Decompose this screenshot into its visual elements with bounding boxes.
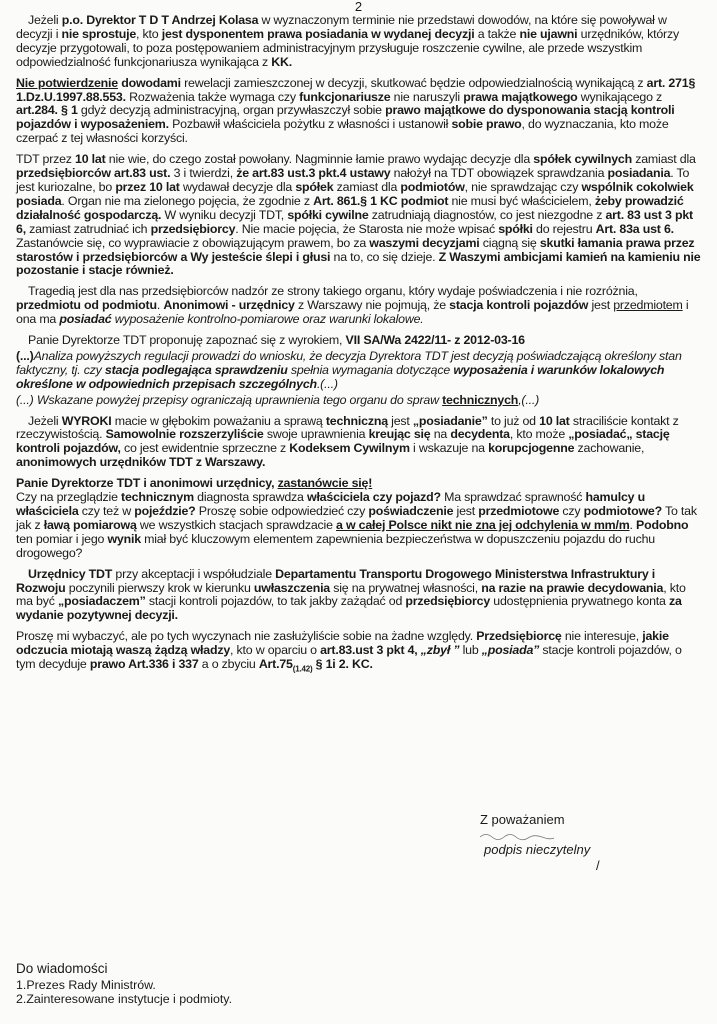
text-run: Nie potwierdzenie <box>16 75 118 90</box>
text-run: posiadać <box>59 312 112 327</box>
signature-tick: / <box>596 858 600 873</box>
text-run: To tak jak z <box>16 504 697 532</box>
text-run: TDT przez <box>16 152 76 167</box>
text-run: właściciela czy pojazd? <box>307 490 441 505</box>
text-run: przedsiębiorców art.83 ust. <box>16 166 171 181</box>
text-run: WYROKI <box>61 413 112 428</box>
text-run: wynik <box>107 531 141 546</box>
text-run: posiadania <box>607 166 671 181</box>
text-run: p.o. Dyrektor T D T Andrzej Kolasa <box>61 13 259 27</box>
text-run: czy <box>559 504 584 518</box>
text-run: Jeżeli <box>28 413 62 428</box>
text-run: spółki <box>498 221 533 236</box>
text-run: Art.75 <box>258 657 293 672</box>
paragraph <box>16 630 704 676</box>
text-run: 10 lat <box>539 413 570 428</box>
text-run: ten pomiar i jego <box>16 531 108 546</box>
paragraph <box>16 477 704 560</box>
text-run: jest <box>387 413 413 428</box>
text-run: z Warszawy nie pojmują, że <box>294 298 450 313</box>
cc-list <box>16 962 232 1006</box>
text-run: hamulcy u właściciela <box>16 490 645 518</box>
text-run: nie interesuje, <box>561 629 643 644</box>
text-run: gdyż decyzją administracyjną, organ przywłaszczył sobie <box>77 103 386 118</box>
text-run: Podobno <box>636 517 689 532</box>
text-run: anonimowych urzędników TDT z Warszawy. <box>16 455 266 470</box>
text-run: uwłaszczenia <box>253 580 330 595</box>
text-run: Art. 861.§ 1 KC podmiot <box>313 193 449 208</box>
text-run: , kto może <box>509 427 569 442</box>
text-run: prawo majątkowe do dysponowania stacją kontroli pojazdów i wyposażeniem. <box>16 103 675 132</box>
text-run: podmiotowe? <box>583 504 662 518</box>
paragraph <box>16 285 704 327</box>
text-run: art. 271§ 1.Dz.U.1997.88.553. <box>16 75 696 104</box>
text-run: i ona ma <box>16 298 689 327</box>
text-run: (1.42) <box>292 664 313 674</box>
cc-item: 1.Prezes Rady Ministrów. <box>16 978 156 992</box>
text-run: . <box>156 298 164 313</box>
text-run: art.284. § 1 <box>16 103 78 118</box>
letter-body <box>16 14 704 683</box>
text-run: przedsiębiorcy <box>150 221 236 236</box>
text-run: spółek cywilnych <box>533 152 632 167</box>
text-run: a w całej Polsce nikt nie zna jej odchylenia w mm/m <box>336 517 630 532</box>
text-run: jest <box>588 298 614 313</box>
text-run: Urzędnicy TDT <box>28 566 113 581</box>
text-run: technicznych <box>442 392 519 407</box>
text-run: że art.83 ust.3 pkt.4 ustawy <box>236 166 391 181</box>
text-run: W wyniku decyzji TDT, <box>161 207 288 222</box>
paragraph <box>16 153 704 278</box>
text-run: „zbył ” <box>420 643 460 658</box>
text-run: jest dysponentem prawa posiadania w wydanej decyzji <box>161 26 475 41</box>
text-run: spełnia wymagania dotyczące <box>287 362 454 377</box>
text-run: zamiast zatrudniać ich <box>25 221 151 236</box>
cc-item: 2.Zainteresowane instytucje i podmioty. <box>16 992 233 1006</box>
text-run: „posiadaczem” <box>57 594 146 609</box>
text-run: 10 lat <box>75 152 106 167</box>
text-run: lub <box>459 643 482 658</box>
text-run: na to, co się dzieje. <box>330 249 439 264</box>
text-run: . <box>629 517 637 532</box>
text-run: udostępnienia prywatnego konta <box>490 594 669 609</box>
text-run: prawa majątkowego <box>463 89 578 104</box>
text-run: przy akceptacji i współudziale <box>112 566 276 581</box>
text-run: . Organ nie ma zielonego pojęcia, że zgodnie z <box>61 193 314 208</box>
text-run: poświadczenie <box>368 504 454 518</box>
text-run: Proszę mi wybaczyć, ale po tych wyczynach nie zasłużyliście sobie na żadne względy. <box>16 629 477 644</box>
text-run: Anonimowi - urzędnicy <box>163 298 295 313</box>
text-run: przedmiotu od podmiotu <box>16 298 157 313</box>
text-run: stacji kontroli pojazdów, to tak jakby zażądać od <box>145 594 406 609</box>
text-run: nałożył na TDT obowiązek sprawdzania <box>390 166 608 181</box>
text-run: i wskazuje na <box>409 441 489 456</box>
text-run: Kodeksem Cywilnym <box>289 441 410 456</box>
text-run: zastanówcie się! <box>277 476 373 491</box>
text-run: we wszystkich stacjach sprawdzacie <box>136 517 337 532</box>
text-run: „posiadać„ stację kontroli pojazdów, <box>16 427 670 456</box>
text-run: wyposażenia i warunków lokalowych określone w odpowiednich przepisach szczególnych <box>16 362 665 391</box>
text-run: „posiada” <box>481 643 540 658</box>
text-run: przedmiotowe <box>478 504 560 518</box>
text-run: Samowolnie rozszerzyliście <box>105 427 264 442</box>
text-run: do rejestru <box>532 221 596 236</box>
text-run: , nie sprawdzając czy <box>464 179 582 194</box>
text-run: decydenta <box>450 427 510 442</box>
text-run: swoje uprawnienia <box>263 427 369 442</box>
text-run: rewelacji zamieszczonej w decyzji, skutkować będzie odpowiedzialnością wynikającą z <box>180 75 647 90</box>
text-run: żeby prowadzić działalność gospodarczą. <box>16 193 684 222</box>
text-run: co jest ewidentnie sprzeczne z <box>120 441 290 456</box>
text-run: sobie prawo <box>451 117 522 132</box>
text-run: § 1i 2. KC. <box>312 657 373 672</box>
text-run: (...) <box>16 348 34 363</box>
text-run: , kto ma być <box>16 580 686 609</box>
text-run: Przedsiębiorcę <box>476 629 562 644</box>
text-run: jakie odczucia miotają waszą żądzą władzy <box>16 629 669 658</box>
text-run: jest <box>453 504 479 518</box>
text-run: przedsiębiorcy <box>405 594 491 609</box>
text-run: , kto <box>136 26 162 41</box>
paragraph <box>16 350 704 392</box>
text-run: zachowanie, <box>574 441 645 456</box>
paragraph <box>16 568 704 624</box>
paragraph <box>16 394 704 408</box>
text-run: wspólnik cokolwiek posiada <box>16 179 694 208</box>
text-run: kreując się <box>368 427 431 442</box>
text-run: „posiadanie” <box>412 413 488 428</box>
text-run: dowodami <box>121 75 181 90</box>
closing-salutation: Z poważaniem <box>480 812 565 827</box>
text-run: (...) Wskazane powyżej przepisy ograniczają uprawnienia tego organu do spraw <box>16 392 443 407</box>
text-run: na <box>430 427 451 442</box>
cc-title: Do wiadomości <box>16 961 108 976</box>
paragraph <box>16 77 704 147</box>
text-run: , kto w oparciu o <box>230 643 321 658</box>
text-run: urzędników, którzy decyzje przygotowali, to poza postępowaniem administracyjnym przysługuje roszczenie cywilne, ale przede wszystkim odpowiedzialność funkcjonariusza wynikająca z <box>16 26 679 69</box>
text-run: waszymi decyzjami <box>369 235 480 250</box>
text-run: prawo Art.336 i 337 <box>89 657 199 672</box>
text-run: diagnosta sprawdza <box>193 490 307 505</box>
text-run: czy też w <box>78 504 135 518</box>
text-run: funkcjonariusze <box>299 89 391 104</box>
text-run: straciliście kontakt z rzeczywistością. <box>16 413 679 442</box>
text-run: art. 83 ust 3 pkt 6, <box>16 207 693 236</box>
text-run: poczynili pierwszy krok w kierunku <box>65 580 254 595</box>
text-run: wyposażenie kontrolno-pomiarowe oraz warunki lokalowe. <box>111 312 424 327</box>
text-run: stacja kontroli pojazdów <box>449 298 589 313</box>
text-run: wydawał decyzje dla <box>179 179 296 194</box>
text-run: podmiotów <box>400 179 465 194</box>
text-run: w wyznaczonym terminie nie przedstawi dowodów, na które się powoływał w decyzji i <box>16 13 667 41</box>
text-run: Art. 83a ust 6. <box>595 221 674 236</box>
text-run: . To jest kuriozalne, bo <box>16 166 690 194</box>
text-run: pojeździe? <box>134 504 196 518</box>
text-run: techniczną <box>325 413 388 428</box>
text-run: VII SA/Wa 2422/11- z 2012-03-16 <box>345 333 525 348</box>
text-run: ławą pomiarową <box>43 517 137 532</box>
text-run: zamiast dla <box>333 179 401 194</box>
text-run: a także <box>474 26 520 41</box>
text-run: Zastanówcie się, co wyprawiacie z obowiązującym prawem, bo za <box>16 235 370 250</box>
paragraph <box>16 415 704 471</box>
text-run: a o zbyciu <box>198 657 259 672</box>
text-run: przedmiotem <box>613 298 683 313</box>
text-run: Czy na przeglądzie <box>16 490 122 505</box>
text-run: spółek <box>295 179 334 194</box>
text-run: na razie na prawie decydowania <box>481 580 664 595</box>
paragraph <box>16 334 704 348</box>
text-run: , do wyznaczania, kto może czerpać z tej własności korzyści. <box>16 117 669 146</box>
text-run: skutki łamania prawa przez starostów i przedsiębiorców a Wy jesteście ślepi i głusi <box>16 235 695 264</box>
text-run: nie naruszyli <box>390 89 464 104</box>
text-run: nie sprostuje <box>61 26 137 41</box>
page-number: 2 <box>354 0 363 14</box>
text-run: Jeżeli <box>28 13 62 27</box>
text-run: stacje kontroli pojazdów, o tym decyduje <box>16 643 682 672</box>
signature-note: podpis nieczytelny <box>484 842 591 857</box>
text-run: KK. <box>271 54 293 69</box>
text-run: zamiast dla <box>632 152 696 167</box>
text-run: .(...) <box>316 376 338 391</box>
text-run: to już od <box>487 413 540 428</box>
text-run: się na prywatnej własności, <box>330 580 482 595</box>
text-run: stacja podlegająca sprawdzeniu <box>104 362 288 377</box>
text-run: macie w głębokim poważaniu a sprawą <box>111 413 326 428</box>
text-run: ciągną się <box>479 235 540 250</box>
text-run: nie musi być właścicielem, <box>448 193 595 208</box>
text-run: miał być kluczowym elementem zapewnienia bezpieczeństwa w dopuszczeniu pojazdu do ruchu drogowego? <box>16 531 655 560</box>
text-run: Tragedią jest dla nas przedsiębiorców nadzór ze strony takiego organu, który wydaje poświadczenia i nie rozróżnia, <box>28 284 638 299</box>
text-run: za wydanie pozytywnej decyzji. <box>16 594 682 623</box>
text-run: nie wie, do czego został powołany. Nagminnie łamie prawo wydając decyzje dla <box>105 152 534 167</box>
text-run: Panie Dyrektorze TDT proponuję zapoznać się z wyrokiem, <box>28 333 346 348</box>
text-run: Rozważenia także wymaga czy <box>125 89 300 104</box>
text-run: art.83.ust 3 pkt 4, <box>320 643 418 658</box>
text-run: 3 i twierdzi, <box>170 166 237 181</box>
text-run: przez 10 lat <box>115 179 180 194</box>
text-run: technicznym <box>121 490 194 505</box>
text-run: . Nie macie pojęcia, że Starosta nie może wpisać <box>235 221 499 236</box>
text-run: zatrudniają diagnostów, co jest niezgodne z <box>368 207 606 222</box>
text-run: Departamentu Transportu Drogowego Ministerstwa Infrastruktury i Rozwoju <box>16 566 656 595</box>
text-run: ,(...) <box>518 392 540 407</box>
text-run: Pozbawił właściciela pożytku z własności i ustanowił <box>168 117 452 132</box>
text-run: Ma sprawdzać sprawność <box>440 490 586 505</box>
text-run: spółki cywilne <box>287 207 369 222</box>
text-run: wynikającego z <box>577 89 663 104</box>
text-run: Z Waszymi ambicjami kamień na kamieniu nie pozostanie i stacje również. <box>16 249 701 278</box>
text-run: nie ujawni <box>519 26 578 41</box>
paragraph <box>16 14 704 70</box>
text-run: Analiza powyższych regulacji prowadzi do wniosku, że decyzja Dyrektora TDT jest decyzją poświadczającą określony stan faktyczny, tj. czy <box>16 348 682 377</box>
text-run: Proszę sobie odpowiedzieć czy <box>195 504 369 518</box>
text-run: Panie Dyrektorze TDT i anonimowi urzędnicy, <box>16 476 278 491</box>
text-run: korupcjogenne <box>488 441 575 456</box>
